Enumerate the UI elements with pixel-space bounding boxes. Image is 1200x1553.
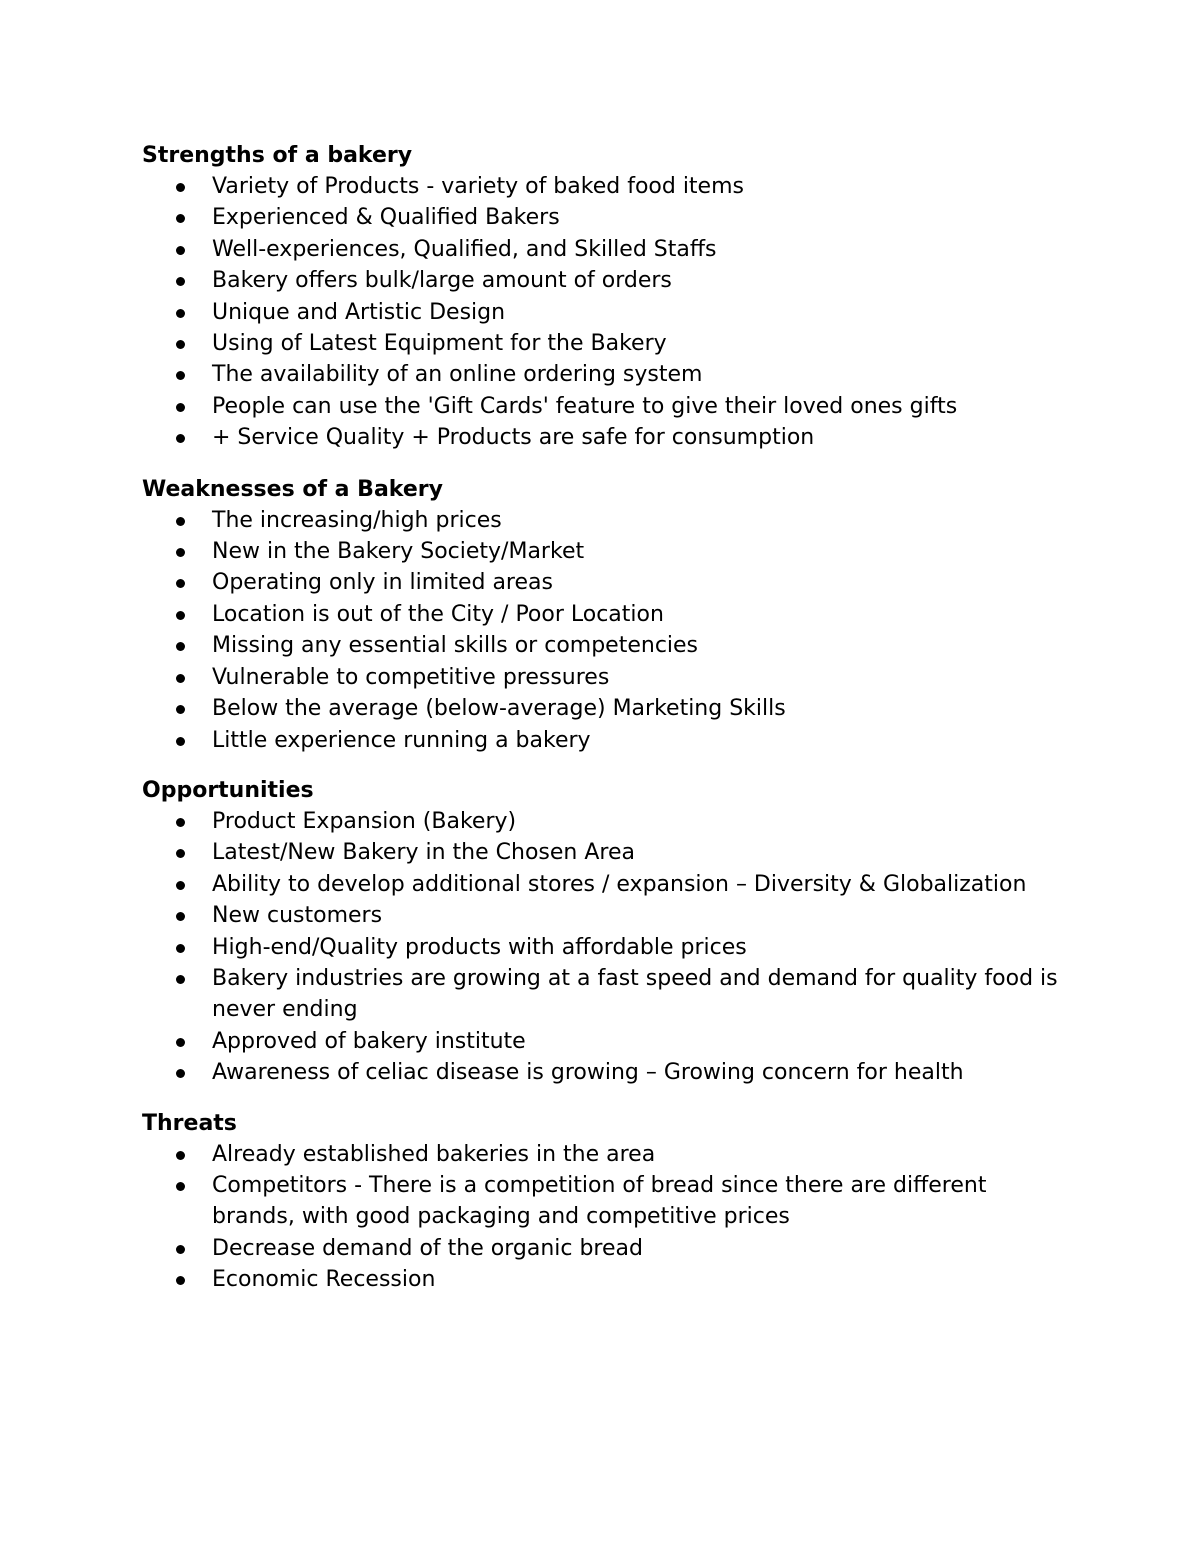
list-item	[142, 567, 1062, 598]
threats-section	[142, 1108, 1062, 1296]
list-item	[142, 171, 1062, 202]
list-item-text: Ability to develop additional stores / expansion – Diversity & Globalization	[212, 871, 1027, 897]
strengths-list	[142, 171, 1062, 454]
list-item	[142, 869, 1062, 900]
list-item-text: People can use the 'Gift Cards' feature to give their loved ones gifts	[212, 393, 958, 419]
list-item-text: Unique and Artistic Design	[212, 299, 506, 325]
bullet-icon	[176, 642, 185, 651]
threats-heading: Threats	[142, 1110, 237, 1136]
list-item	[142, 837, 1062, 868]
list-item	[142, 662, 1062, 693]
list-item-text: Economic Recession	[212, 1267, 436, 1293]
bullet-icon	[176, 975, 185, 984]
list-item-text: Already established bakeries in the area	[212, 1141, 656, 1167]
list-item	[142, 1026, 1062, 1057]
bullet-icon	[176, 944, 185, 953]
weaknesses-heading: Weaknesses of a Bakery	[142, 476, 443, 502]
bullet-icon	[176, 674, 185, 683]
list-item	[142, 536, 1062, 567]
list-item-text: + Service Quality + Products are safe for consumption	[212, 425, 815, 451]
bullet-icon	[176, 579, 185, 588]
bullet-icon	[176, 1182, 185, 1191]
list-item-text: Below the average (below-average) Marketing Skills	[212, 696, 786, 722]
list-item-text: Experienced & Qualified Bakers	[212, 205, 560, 231]
list-item	[142, 806, 1062, 837]
list-item	[142, 963, 1062, 1026]
list-item	[142, 297, 1062, 328]
strengths-section	[142, 140, 1062, 454]
bullet-icon	[176, 246, 185, 255]
bullet-icon	[176, 371, 185, 380]
list-item-text: Missing any essential skills or competencies	[212, 633, 699, 659]
list-item	[142, 265, 1062, 296]
list-item-text: Bakery offers bulk/large amount of orders	[212, 268, 672, 294]
list-item-text: High-end/Quality products with affordable prices	[212, 934, 747, 960]
bullet-icon	[176, 818, 185, 827]
strengths-heading: Strengths of a bakery	[142, 143, 413, 168]
document-page	[142, 140, 1062, 1296]
list-item	[142, 693, 1062, 724]
list-item-text: Variety of Products - variety of baked food items	[212, 174, 744, 199]
weaknesses-list	[142, 505, 1062, 756]
opportunities-section	[142, 775, 1062, 1089]
bullet-icon	[176, 705, 185, 714]
bullet-icon	[176, 214, 185, 223]
list-item	[142, 1057, 1062, 1088]
list-item	[142, 328, 1062, 359]
bullet-icon	[176, 849, 185, 858]
list-item	[142, 1233, 1062, 1264]
list-item	[142, 391, 1062, 422]
list-item	[142, 202, 1062, 233]
list-item-text: Well-experiences, Qualified, and Skilled Staffs	[212, 236, 717, 262]
bullet-icon	[176, 1245, 185, 1254]
list-item	[142, 900, 1062, 931]
list-item-text: Using of Latest Equipment for the Bakery	[212, 331, 667, 357]
bullet-icon	[176, 1276, 185, 1285]
list-item	[142, 422, 1062, 453]
bullet-icon	[176, 403, 185, 412]
bullet-icon	[176, 277, 185, 286]
list-item	[142, 1264, 1062, 1295]
bullet-icon	[176, 1069, 185, 1078]
opportunities-heading: Opportunities	[142, 777, 314, 803]
list-item	[142, 599, 1062, 630]
weaknesses-section	[142, 474, 1062, 756]
list-item	[142, 932, 1062, 963]
list-item-text: The availability of an online ordering system	[212, 362, 703, 388]
list-item	[142, 630, 1062, 661]
list-item-text: New customers	[212, 903, 383, 929]
list-item-text: Decrease demand of the organic bread	[212, 1235, 643, 1261]
opportunities-list	[142, 806, 1062, 1089]
bullet-icon	[176, 517, 185, 526]
list-item-text: Little experience running a bakery	[212, 727, 591, 753]
list-item-text: Latest/New Bakery in the Chosen Area	[212, 840, 635, 866]
bullet-icon	[176, 183, 185, 192]
list-item	[142, 1170, 1062, 1233]
bullet-icon	[176, 881, 185, 890]
bullet-icon	[176, 340, 185, 349]
bullet-icon	[176, 737, 185, 746]
threats-list	[142, 1139, 1062, 1296]
bullet-icon	[176, 309, 185, 318]
list-item-text: Operating only in limited areas	[212, 570, 553, 596]
bullet-icon	[176, 434, 185, 443]
list-item-text: New in the Bakery Society/Market	[212, 539, 585, 565]
bullet-icon	[176, 912, 185, 921]
list-item-text: The increasing/high prices	[212, 507, 502, 533]
list-item-text: Competitors - There is a competition of bread since there are different brands, with good packaging and competitive prices	[212, 1172, 987, 1230]
list-item	[142, 1139, 1062, 1170]
list-item	[142, 234, 1062, 265]
list-item-text: Product Expansion (Bakery)	[212, 808, 517, 834]
list-item-text: Location is out of the City / Poor Location	[212, 601, 664, 627]
list-item-text: Approved of bakery institute	[212, 1028, 526, 1054]
bullet-icon	[176, 611, 185, 620]
list-item-text: Bakery industries are growing at a fast speed and demand for quality food is never ending	[212, 965, 1058, 1023]
list-item-text: Awareness of celiac disease is growing – Growing concern for health	[212, 1060, 964, 1086]
list-item	[142, 505, 1062, 536]
list-item	[142, 725, 1062, 756]
bullet-icon	[176, 548, 185, 557]
bullet-icon	[176, 1151, 185, 1160]
list-item-text: Vulnerable to competitive pressures	[212, 664, 610, 690]
bullet-icon	[176, 1038, 185, 1047]
list-item	[142, 359, 1062, 390]
